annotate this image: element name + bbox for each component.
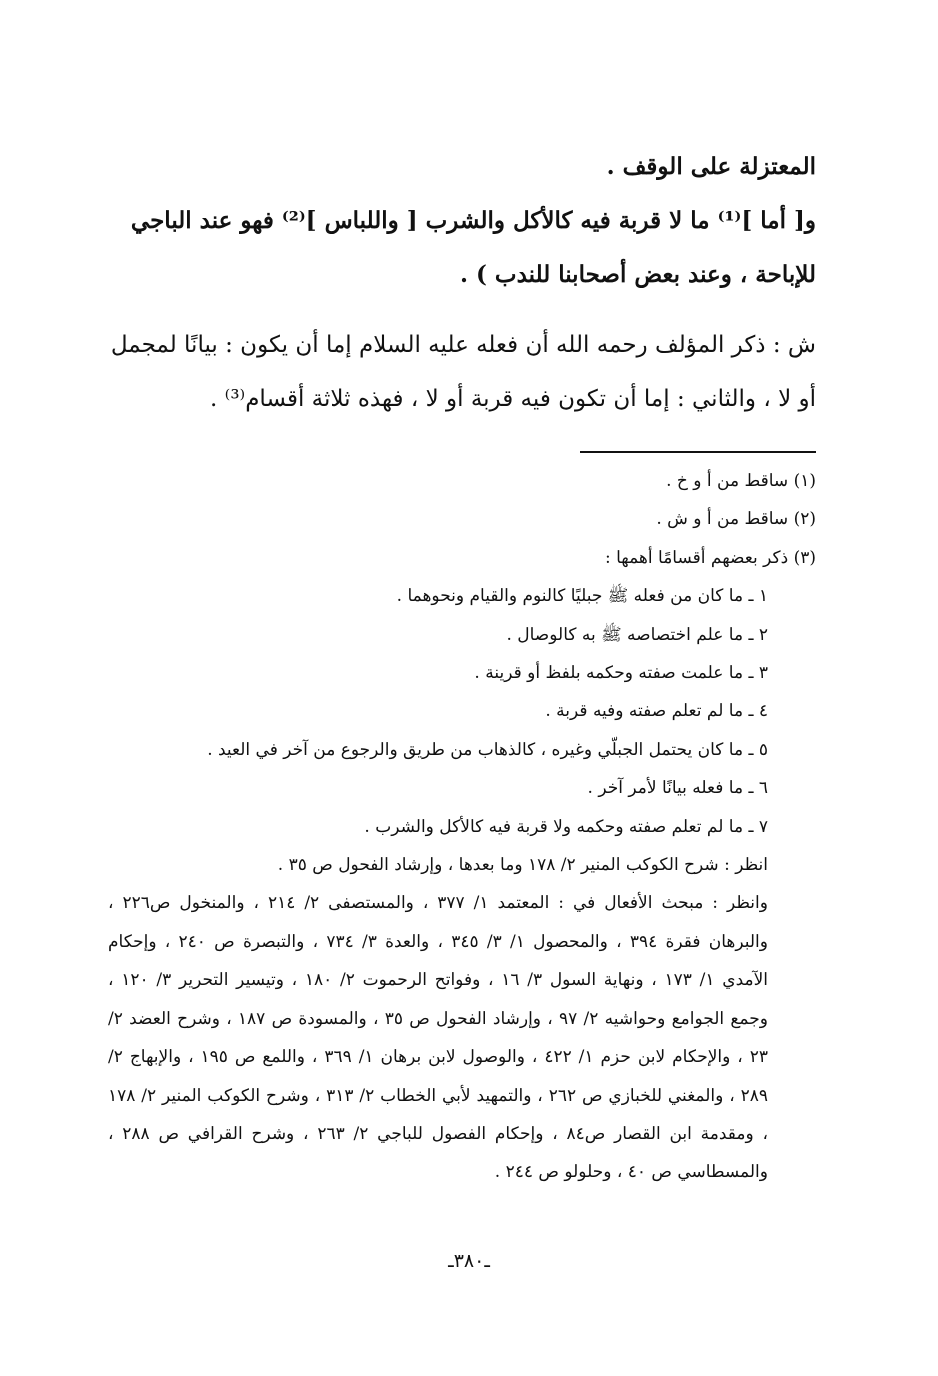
footnote-item-7: ٧ ـ ما لم تعلم صفته وحكمه ولا قربة فيه كالأكل والشرب . <box>364 816 768 837</box>
footnote-item-1: ١ ـ ما كان من فعله ﷺ جبليًا كالنوم والقيام ونحوهما . <box>396 586 768 607</box>
footnote-item-2: ٢ ـ ما علم اختصاصه ﷺ به كالوصال . <box>506 624 768 645</box>
footnote-item-5: ٥ ـ ما كان يحتمل الجبلّي وغيره ، كالذهاب من طريق والرجوع من آخر في العيد . <box>207 739 768 760</box>
footnote-item-4: ٤ ـ ما لم تعلم صفته وفيه قربة . <box>545 701 768 722</box>
footnote-separator <box>580 451 816 453</box>
footnote-references: وانظر : مبحث الأفعال في : المعتمد ١/ ٣٧٧ ، والمستصفى ٢/ ٢١٤ ، والمنخول ص٢٢٦ ، والبرهان فقرة ٣٩٤ ، والمحصول ١/ ٣/ ٣٤٥ ، والعدة ٣/ ٧٣٤ ، والتبصرة ص ٢٤٠ ، وإحكام الآمدي ١/ ١٧٣ ، ونهاية السول ٣/ ١٦ ، وفواتح الرحموت ٢/ ١٨٠ ، وتيسير التحرير ٣/ ١٢٠ ، وجمع الجوامع وحواشيه ٢/ ٩٧ ، وإرشاد الفحول ص ٣٥ ، والمسودة ص ١٨٧ ، وشرح العضد ٢/ ٢٣ ، والإحكام لابن حزم ١/ ٤٢٢ ، والوصول لابن برهان ١/ ٣٦٩ ، واللمع ص ١٩٥ ، والإبهاج ٢/ ٢٨٩ ، والمغني للخبازي ص ٢٦٢ ، والتمهيد لأبي الخطاب ٢/ ٣١٣ ، وشرح الكوكب المنير ٢/ ١٧٨ ، ومقدمة ابن القصار ص٨٤ ، وإحكام الفصول للباجي ٢/ ٢٦٣ ، وشرح القرافي ص ٢٨٨ ، والمسطاسي ص ٤٠ ، وحلولو ص ٢٤٤ . <box>108 893 769 1183</box>
footnotes <box>108 462 816 1192</box>
footnote-item-6: ٦ ـ ما فعله بيانًا لأمر آخر . <box>587 778 768 799</box>
footnote-1: (١) ساقط من أ و خ . <box>666 471 816 491</box>
footnote-2: (٢) ساقط من أ و ش . <box>656 509 816 530</box>
footnote-see-1: انظر : شرح الكوكب المنير ٢/ ١٧٨ وما بعدها ، وإرشاد الفحول ص ٣٥ . <box>277 855 768 876</box>
main-text <box>108 140 816 426</box>
footnote-3-title: (٣) ذكر بعضهم أقسامًا أهمها : <box>604 547 816 568</box>
main-line-3: للإباحة ، وعند بعض أصحابنا للندب ) . <box>460 261 816 288</box>
footnote-item-3: ٣ ـ ما علمت صفته وحكمه بلفظ أو قرينة . <box>474 663 768 684</box>
main-line-4: ش : ذكر المؤلف رحمه الله أن فعله عليه السلام إما أن يكون : بيانًا لمجمل <box>110 332 816 358</box>
main-line-1: المعتزلة على الوقف . <box>606 153 816 180</box>
main-line-2: و[ أما ]⁽¹⁾ ما لا قربة فيه كالأكل والشرب [ واللباس ]⁽²⁾ فهو عند الباجي <box>130 207 816 234</box>
main-line-5: أو لا ، والثاني : إما أن تكون فيه قربة أو لا ، فهذه ثلاثة أقسام⁽³⁾ . <box>210 386 816 412</box>
page-number: ـ٣٨٠ـ <box>448 1250 490 1272</box>
